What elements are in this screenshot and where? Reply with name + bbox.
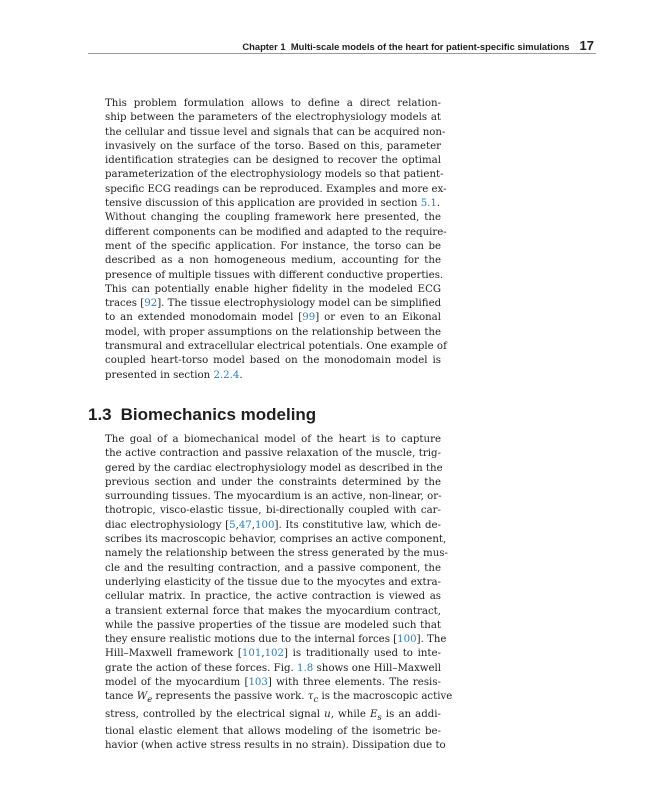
text-line: cle and the resulting contraction, and a passive component, the [105, 562, 441, 574]
citation-link[interactable]: 100 [255, 519, 275, 531]
section-number: 1.3 [88, 405, 112, 424]
chapter-label: Chapter 1 [242, 41, 286, 52]
text-line: This problem formulation allows to define a direct relation- [105, 98, 441, 109]
text-line: tensive discussion of this application are provided in section 5.1. [105, 198, 441, 210]
text-line: described as a non homogeneous medium, accounting for the [105, 255, 441, 267]
text-line: presence of multiple tissues with different conductive properties. [105, 269, 444, 281]
symbol-u: u [324, 708, 331, 720]
citation-link[interactable]: 100 [397, 634, 417, 646]
paragraph-3 [88, 433, 453, 754]
text-line: presented in section 2.2.4. [105, 369, 243, 381]
text-line: to an extended monodomain model [99] or even to an Eikonal [105, 312, 441, 324]
text-line: traces [92]. The tissue electrophysiology model can be simplified [105, 298, 442, 310]
text-line: model of the myocardium [103] with three elements. The resis- [105, 677, 441, 689]
text-line: the active contraction and passive relaxation of the muscle, trig- [105, 448, 441, 460]
text-line: This can potentially enable higher fidelity in the modeled ECG [105, 283, 441, 295]
text-line: Hill–Maxwell framework [101,102] is traditionally used to inte- [105, 648, 441, 660]
text-line: a transient external force that makes the myocardium contract, [105, 605, 441, 617]
text-line: invasively on the surface of the torso. Based on this, parameter [105, 140, 441, 152]
section-link[interactable]: 5.1 [420, 198, 437, 210]
text-line: ship between the parameters of the electrophysiology models at [105, 112, 441, 124]
text-line: they ensure realistic motions due to the internal forces [100]. The [105, 634, 447, 646]
text-line: stress, controlled by the electrical signal u, while $E_s$ is an addi- [105, 708, 442, 723]
text-line: ment of the specific application. For instance, the torso can be [105, 240, 441, 252]
text-line: thotropic, visco-elastic tissue, bi-directionally coupled with car- [105, 505, 441, 517]
section-link[interactable]: 2.2.4 [213, 369, 240, 381]
paragraph-1 [88, 97, 447, 211]
paragraph-2 [88, 211, 447, 383]
text-line: specific ECG readings can be reproduced. Examples and more ex- [105, 183, 447, 195]
citation-link[interactable]: 102 [264, 648, 285, 660]
running-header [0, 38, 594, 53]
text-line: transmural and extracellular electrical potentials. One example of [105, 341, 447, 353]
citation-link[interactable]: 47 [238, 519, 252, 531]
text-block-bottom [88, 433, 453, 754]
text-line: The goal of a biomechanical model of the heart is to capture [105, 434, 441, 445]
text-line: scribes its macroscopic behavior, comprises an active component, [105, 534, 447, 546]
text-line: parameterization of the electrophysiology models so that patient- [105, 169, 444, 181]
text-line: grate the action of these forces. Fig. 1.8 shows one Hill–Maxwell [105, 662, 441, 674]
text-line: while the passive properties of the tissue are modeled such that [105, 619, 441, 631]
text-line: cellular matrix. In practice, the active contraction is viewed as [105, 591, 441, 603]
text-line: underlying elasticity of the tissue due to the myocytes and extra- [105, 576, 441, 588]
symbol-We: $W_e$ [136, 691, 153, 706]
text-line: gered by the cardiac electrophysiology model as described in the [105, 462, 443, 474]
text-line: diac electrophysiology [5,47,100]. Its constitutive law, which de- [105, 519, 441, 531]
text-line: identification strategies can be designed to recover the optimal [105, 155, 441, 167]
citation-link[interactable]: 101 [241, 648, 262, 660]
text-line: model, with proper assumptions on the relationship between the [105, 326, 441, 338]
citation-link[interactable]: 99 [302, 312, 316, 324]
text-line: coupled heart-torso model based on the monodomain model is [105, 355, 441, 367]
chapter-title: Multi-scale models of the heart for patient-specific simulations [290, 41, 570, 52]
text-block-top [88, 97, 447, 383]
citation-link[interactable]: 92 [144, 298, 158, 310]
section-title: Biomechanics modeling [120, 405, 317, 424]
citation-link[interactable]: 5 [229, 519, 236, 531]
text-line: previous section and under the constraints determined by the [105, 476, 441, 488]
text-line: tance $W_e$ represents the passive work. $\tau_c$ is the macroscopic active [105, 691, 453, 706]
section-heading [88, 405, 316, 425]
symbol-Es: $E_s$ [369, 708, 382, 723]
text-line: Without changing the coupling framework here presented, the [105, 212, 441, 224]
header-rule [88, 53, 596, 54]
text-line: namely the relationship between the stress generated by the mus- [105, 548, 448, 560]
citation-link[interactable]: 103 [248, 677, 268, 689]
text-line: the cellular and tissue level and signals that can be acquired non- [105, 126, 446, 138]
symbol-tau-c: $\tau_c$ [307, 691, 319, 706]
page-number: 17 [579, 38, 594, 53]
text-line: surrounding tissues. The myocardium is an active, non-linear, or- [105, 491, 442, 503]
text-line: havior (when active stress results in no strain). Dissipation due to [105, 740, 446, 752]
figure-link[interactable]: 1.8 [297, 662, 314, 674]
text-line: different components can be modified and adapted to the require- [105, 226, 447, 238]
text-line: tional elastic element that allows modeling of the isometric be- [105, 726, 441, 737]
